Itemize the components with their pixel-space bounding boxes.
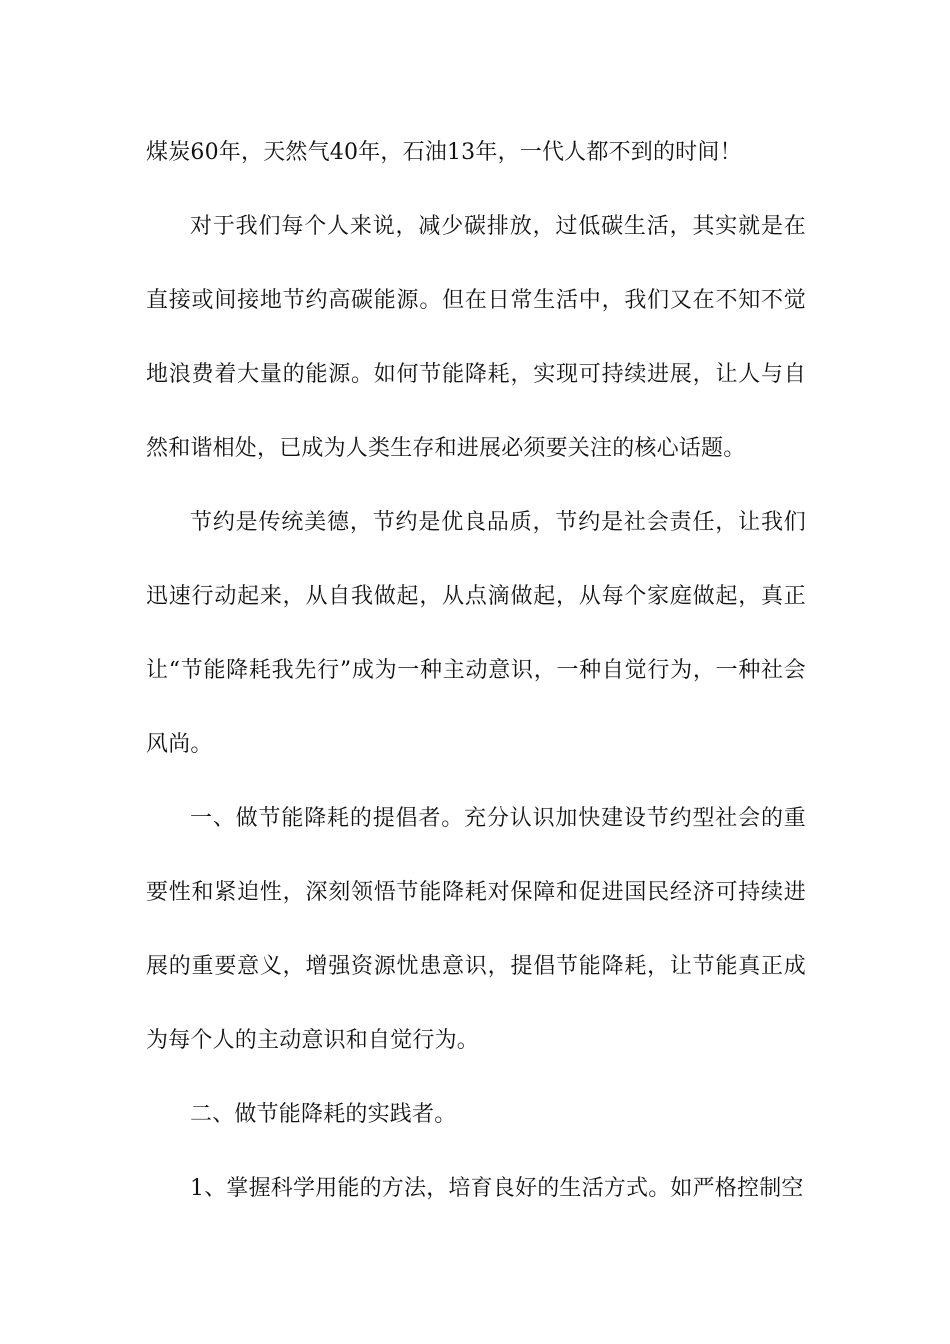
paragraph-thrift: 节约是传统美德，节约是优良品质，节约是社会责任，让我们迅速行动起来，从自我做起，从点滴做起，从每个家庭做起，真正让“节能降耗我先行”成为一种主动意识，一种自觉行为，一种社会风尚。	[146, 510, 806, 757]
paragraph-section-two-heading: 二、做节能降耗的实践者。	[190, 1102, 457, 1127]
paragraph-section-one: 一、做节能降耗的提倡者。充分认识加快建设节约型社会的重要性和紧迫性，深刻领悟节能降耗对保障和促进国民经济可持续进展的重要意义，增强资源忧患意识，提倡节能降耗，让节能真正成为每个人的主动意识和自觉行为。	[146, 806, 806, 1053]
paragraph-low-carbon: 对于我们每个人来说，减少碳排放，过低碳生活，其实就是在直接或间接地节约高碳能源。但在日常生活中，我们又在不知不觉地浪费着大量的能源。如何节能降耗，实现可持续进展，让人与自然和谐相处，已成为人类生存和进展必须要关注的核心话题。	[146, 214, 806, 461]
document-page	[146, 116, 806, 1226]
paragraph-continuation: 煤炭60年，天然气40年，石油13年，一代人都不到的时间！	[146, 140, 742, 165]
paragraph-item-one: 1、掌握科学用能的方法，培育良好的生活方式。如严格控制空	[190, 1176, 804, 1201]
